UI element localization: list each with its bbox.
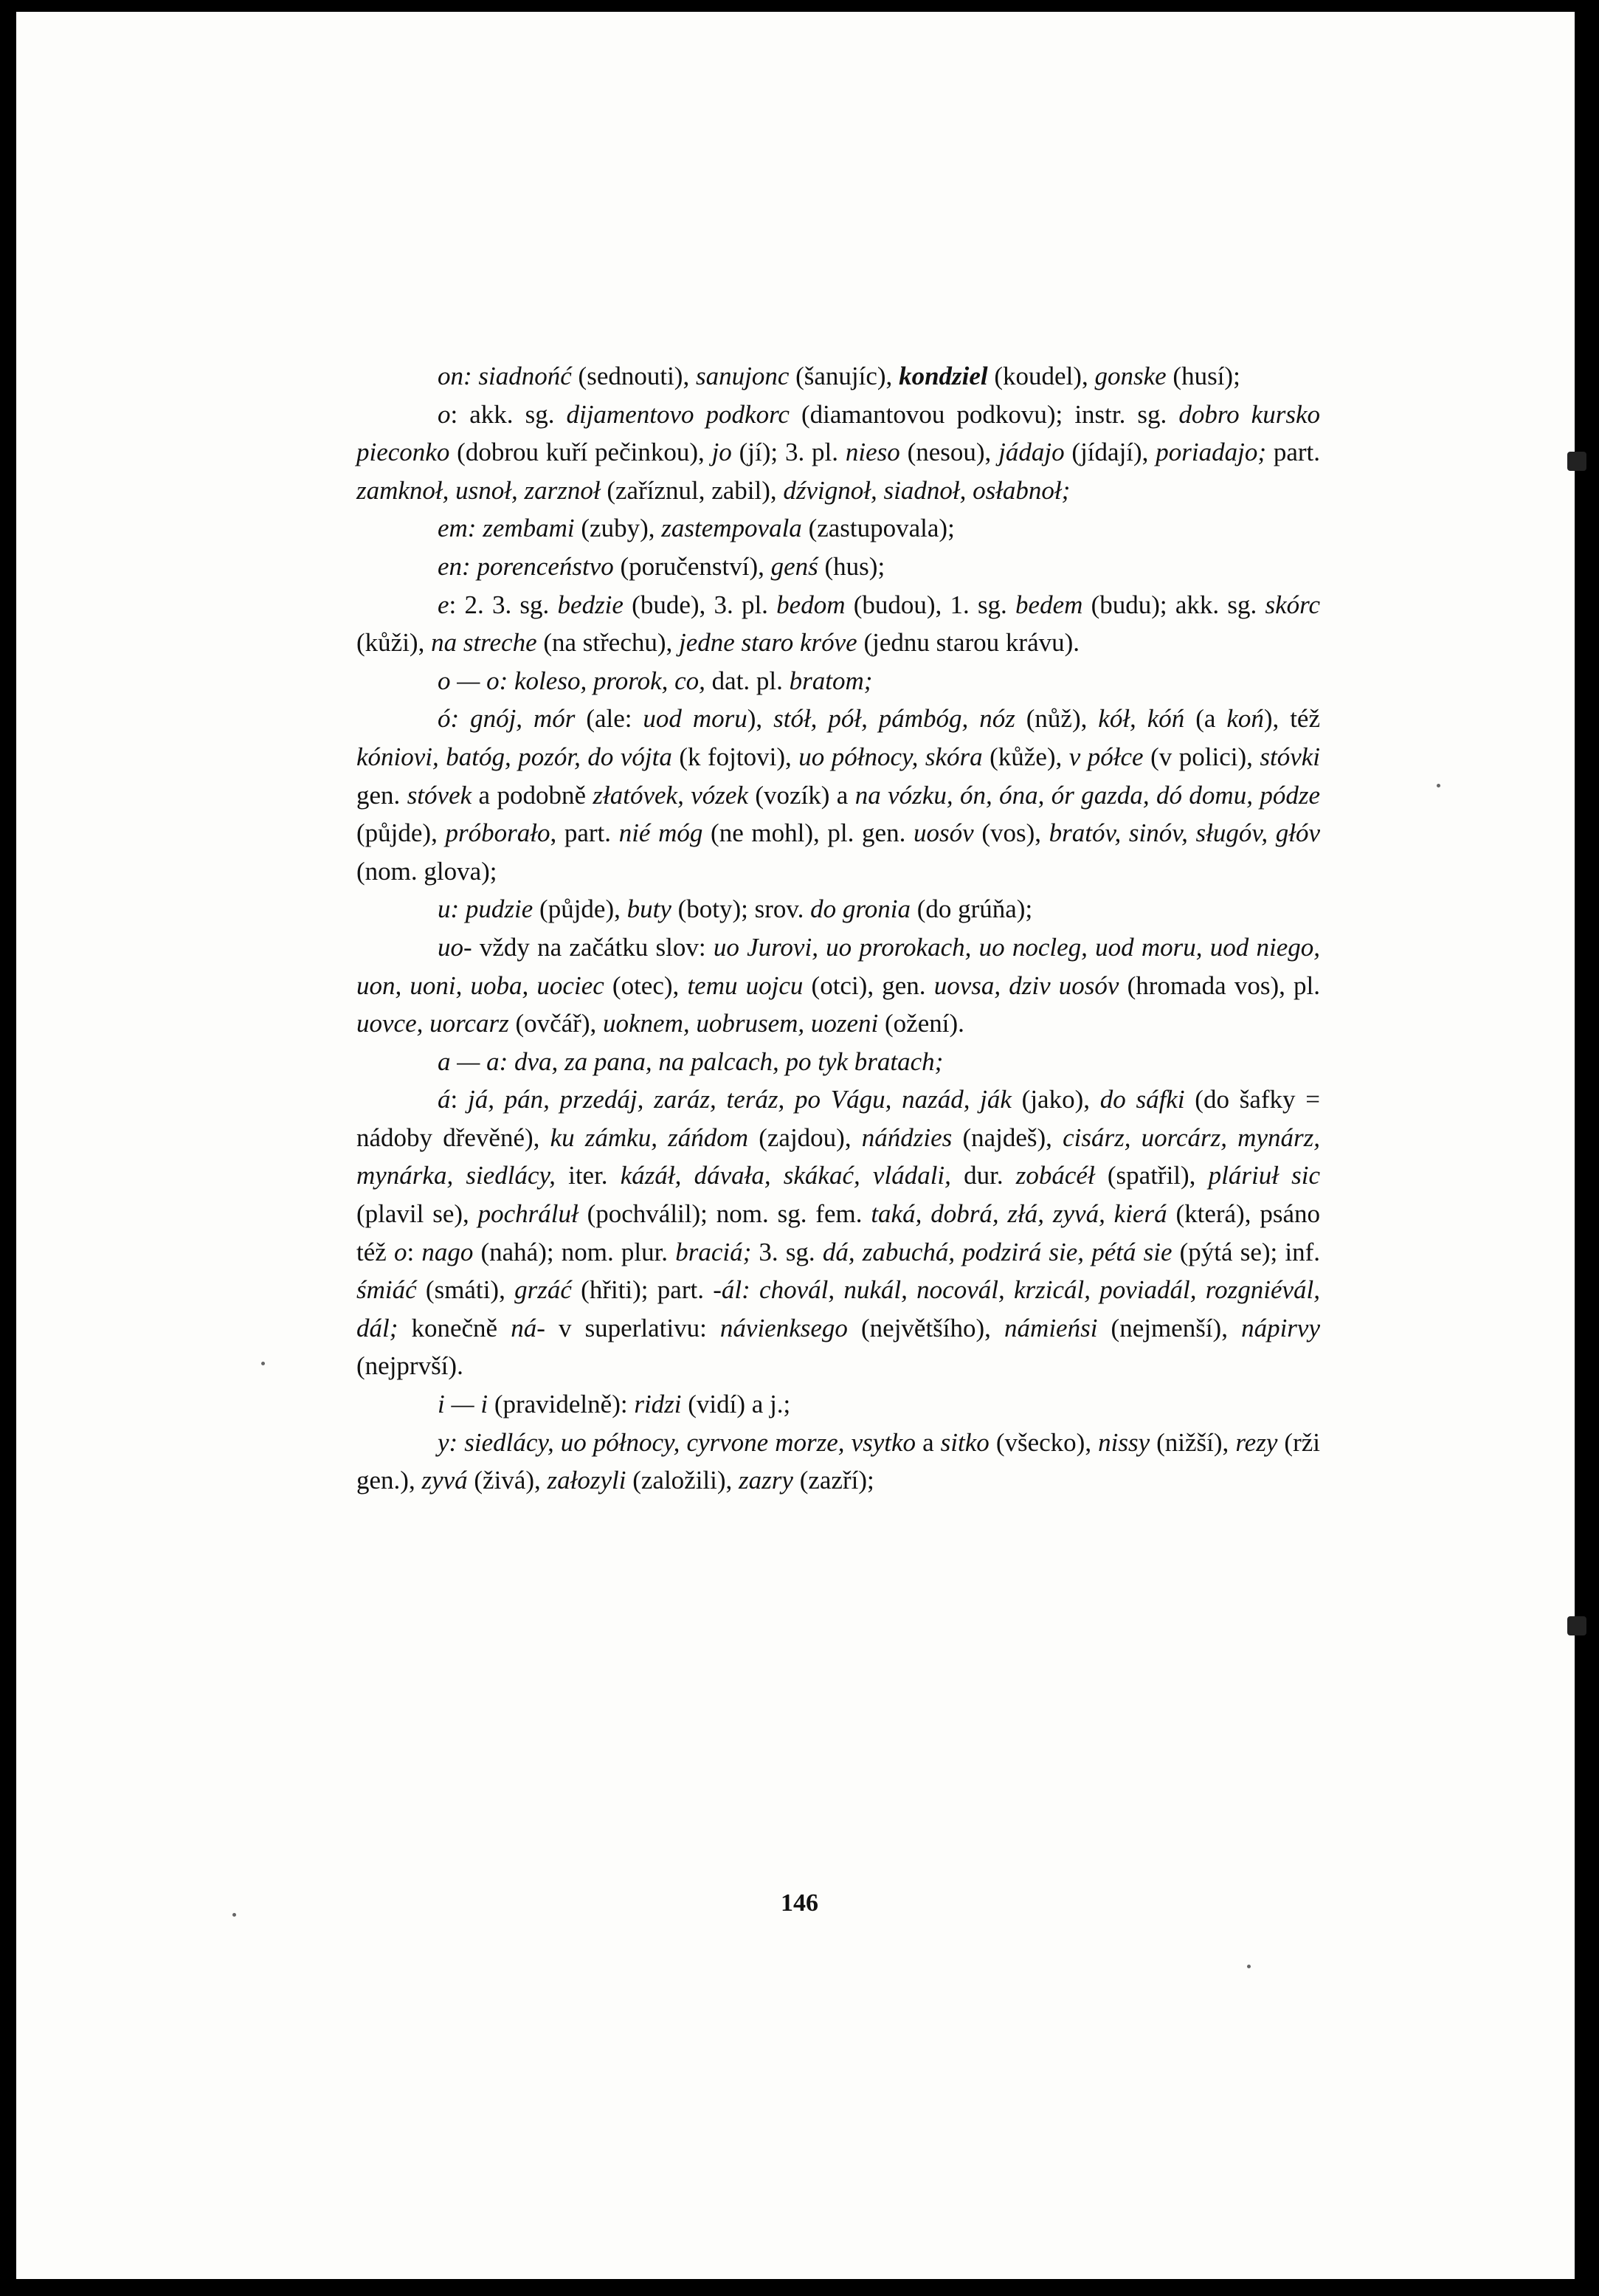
example-word: bedom: [776, 590, 846, 619]
paragraph: [356, 509, 1320, 548]
example-word: zazry: [739, 1466, 793, 1495]
gloss-text: (smáti),: [416, 1275, 515, 1305]
example-word: a — a: dva, za pana, na palcach, po tyk bratach;: [438, 1047, 944, 1076]
gloss-text: ),: [747, 704, 774, 734]
gloss-text: (pravidelně):: [488, 1390, 635, 1419]
gloss-text: (poručenství),: [613, 551, 771, 581]
example-word: nieso: [845, 438, 900, 467]
example-word: cisárz, uorcárz, mynárz, mynárka, siedlácy,: [356, 1123, 1320, 1190]
example-word: rezy: [1235, 1427, 1278, 1457]
example-word: nago: [421, 1237, 474, 1266]
gloss-text: (nesou),: [899, 438, 999, 467]
gloss-text: :: [450, 1085, 468, 1114]
example-word: sanujonc: [695, 362, 790, 390]
example-word: zyvá: [421, 1466, 468, 1495]
example-word: nissy: [1098, 1427, 1150, 1457]
example-word: pláriuł sic: [1208, 1161, 1320, 1190]
gloss-text: a: [916, 1427, 941, 1457]
example-word: jo: [711, 438, 732, 467]
example-word: v półce: [1068, 742, 1144, 771]
example-word: gonske: [1094, 362, 1167, 390]
paragraph: [356, 928, 1320, 1043]
example-word: ridzi: [634, 1390, 682, 1419]
example-word: bedzie: [557, 590, 624, 619]
example-word: jedne staro króve: [679, 628, 857, 658]
example-word: zamknoł, usnoł, zarznoł: [356, 475, 601, 505]
example-word: na streche: [431, 628, 537, 658]
example-word: buty: [626, 894, 671, 924]
paragraph: [356, 357, 1320, 396]
gloss-text: (největšího),: [847, 1313, 1005, 1342]
example-word: uo Jurovi, uo prorokach, uo nocleg, uod moru, uod niego, uon, uoni, uoba, uociec: [356, 932, 1320, 1000]
gloss-text: (zazří);: [792, 1466, 874, 1495]
example-word: dźvignoł, siadnoł, osłabnoł;: [783, 475, 1071, 505]
gloss-text: :: [407, 1237, 422, 1266]
example-word: uovce, uorcarz: [356, 1009, 509, 1038]
paragraph: [356, 586, 1320, 662]
example-word: náńdzies: [861, 1123, 953, 1152]
example-word: uod moru: [643, 704, 747, 734]
gloss-text: (pochválil); nom. sg. fem.: [578, 1199, 871, 1229]
binding-clip-mark: [1567, 1616, 1586, 1635]
gloss-text: (koudel),: [987, 362, 1095, 390]
example-word: próborało: [445, 818, 550, 848]
gloss-text: (budou), 1. sg.: [845, 590, 1016, 619]
gloss-text: (půjde),: [533, 894, 627, 924]
example-word: skórc: [1265, 590, 1320, 619]
gloss-text: (všecko),: [989, 1427, 1099, 1457]
example-word: návienksego: [719, 1313, 848, 1342]
gloss-text: (spatřil),: [1094, 1161, 1209, 1190]
example-word: zastempovala: [661, 514, 802, 543]
example-word: en: porenceństvo: [438, 551, 614, 581]
gloss-text: part.: [1266, 438, 1320, 467]
page-number: 146: [781, 1889, 818, 1917]
gloss-text: (ne mohl), pl. gen.: [702, 818, 914, 848]
example-word: pochráluł: [477, 1199, 579, 1229]
gloss-text: (vozík) a: [747, 780, 855, 810]
example-word: nápirvy: [1241, 1313, 1320, 1342]
gloss-text: (otci), gen.: [803, 971, 934, 1000]
example-word: kázáł, dávała, skákać, vládali,: [620, 1161, 951, 1190]
gloss-text: (pýtá se); inf.: [1172, 1237, 1321, 1266]
gloss-text: (šanujíc),: [789, 362, 899, 390]
gloss-text: (hromada vos), pl.: [1119, 971, 1321, 1000]
gloss-text: 3. sg.: [751, 1237, 823, 1266]
gloss-text: (hřiti); part.: [571, 1275, 714, 1305]
gloss-text: (sednouti),: [571, 362, 696, 390]
example-word: taká, dobrá, złá, zyvá, kierá: [871, 1199, 1167, 1229]
example-word: dijamentovo podkorc: [566, 399, 790, 429]
example-word: braciá;: [675, 1237, 752, 1266]
example-word: já, pán, przedáj, zaráz, teráz, po Vágu, nazád, ják: [467, 1085, 1012, 1114]
example-word: stół, pół, pámbóg, nóz: [773, 704, 1015, 734]
gloss-text: (hus);: [818, 551, 885, 581]
gloss-text: (nižší),: [1150, 1427, 1236, 1457]
gloss-text: (husí);: [1166, 362, 1240, 390]
gloss-text: (založili),: [626, 1466, 739, 1495]
binding-clip-mark: [1567, 452, 1586, 471]
example-word: poriadajo;: [1156, 438, 1266, 467]
example-word: em: zembami: [438, 514, 575, 543]
example-word: siadnońć: [478, 362, 572, 390]
body-text: [356, 357, 1320, 1500]
paragraph: [356, 1080, 1320, 1385]
gloss-text: (nahá); nom. plur.: [473, 1237, 676, 1266]
gloss-text: (v polici),: [1143, 742, 1260, 771]
gloss-text: (živá),: [467, 1466, 548, 1495]
gloss-text: (ožení).: [878, 1009, 964, 1038]
example-word: on:: [438, 362, 479, 390]
gloss-text: iter.: [555, 1161, 621, 1190]
example-word: koń: [1226, 704, 1264, 734]
example-word: uovsa, dziv uosóv: [933, 971, 1119, 1000]
gloss-text: dat. pl.: [705, 666, 790, 695]
example-word: genś: [770, 551, 818, 581]
gloss-text: vždy na začátku slov:: [472, 932, 714, 962]
example-word: o: [438, 399, 451, 429]
example-word: uosóv: [914, 818, 974, 848]
gloss-text: (jí); 3. pl.: [731, 438, 846, 467]
example-word: dobro kursko pieconko: [356, 399, 1320, 467]
example-word: o — o: koleso, prorok, co,: [438, 666, 705, 695]
gloss-text: (která), psáno též: [356, 1199, 1320, 1266]
paragraph: [356, 662, 1320, 700]
gloss-text: (jednu starou krávu).: [857, 628, 1080, 658]
example-word: do gronia: [810, 894, 911, 924]
paragraph: [356, 548, 1320, 586]
gloss-text: konečně: [398, 1313, 511, 1342]
example-word: y: siedlácy, uo północy, cyrvone morze, vsytko: [438, 1427, 916, 1457]
gloss-text: (do grúňa);: [910, 894, 1033, 924]
gloss-text: (diamantovou podkovu); instr. sg.: [789, 399, 1179, 429]
gloss-text: (kůže),: [982, 742, 1069, 771]
gloss-text: (plavil se),: [356, 1199, 478, 1229]
example-word: námieńsi: [1004, 1313, 1098, 1342]
example-word: e: [438, 590, 449, 619]
gloss-text: (bude), 3. pl.: [623, 590, 777, 619]
example-word: sitko: [940, 1427, 990, 1457]
speck-mark: [261, 1362, 265, 1365]
gloss-text: (jako),: [1011, 1085, 1100, 1114]
gloss-text: ), též: [1263, 704, 1320, 734]
example-word: śmiáć: [356, 1275, 417, 1305]
gloss-text: : 2. 3. sg.: [449, 590, 558, 619]
example-word: zobácéł: [1015, 1161, 1095, 1190]
paragraph: [356, 700, 1320, 890]
example-word: uo północy, skóra: [798, 742, 983, 771]
example-word: do sáfki: [1099, 1085, 1185, 1114]
gloss-text: (zaříznul, zabil),: [600, 475, 784, 505]
example-word: nié móg: [618, 818, 703, 848]
example-word: o: [393, 1237, 407, 1266]
example-word: kóniovi, batóg, pozór, do vójta: [356, 742, 672, 771]
paragraph: [356, 396, 1320, 510]
gloss-text: (nejmenší),: [1097, 1313, 1242, 1342]
example-word: bedem: [1015, 590, 1083, 619]
example-word: ó: gnój, mór: [438, 704, 576, 734]
gloss-text: (vos),: [973, 818, 1049, 848]
gloss-text: (na střechu),: [536, 628, 680, 658]
example-word: temu uojcu: [687, 971, 804, 1000]
gloss-text: a podobně: [472, 780, 593, 810]
gloss-text: (kůži),: [356, 628, 432, 658]
example-word: kondziel: [899, 362, 988, 390]
paragraph: [356, 1043, 1320, 1081]
example-word: na vózku, ón, óna, ór gazda, dó domu, pódze: [854, 780, 1320, 810]
example-word: dá, zabuchá, podzirá sie, pétá sie: [822, 1237, 1173, 1266]
example-word: ná-: [511, 1313, 545, 1342]
example-word: bratom;: [789, 666, 873, 695]
example-word: bratóv, sinóv, sługóv, głóv: [1049, 818, 1320, 848]
gloss-text: (nůž),: [1015, 704, 1099, 734]
example-word: u: pudzie: [438, 894, 533, 924]
gloss-text: (zajdou),: [748, 1123, 862, 1152]
example-word: uo-: [438, 932, 472, 962]
gloss-text: dur.: [950, 1161, 1016, 1190]
gloss-text: (nom. glova);: [356, 856, 497, 886]
gloss-text: (k fojtovi),: [671, 742, 799, 771]
example-word: złatóvek, vózek: [593, 780, 748, 810]
paragraph: [356, 1385, 1320, 1424]
gloss-text: (dobrou kuří pečinkou),: [449, 438, 712, 467]
gloss-text: (nejprvší).: [356, 1351, 463, 1381]
example-word: kół, kóń: [1098, 704, 1185, 734]
gloss-text: (zuby),: [574, 514, 662, 543]
gloss-text: (do šafky = nádoby dřevěné),: [356, 1085, 1320, 1152]
speck-mark: [1437, 784, 1440, 787]
gloss-text: (budu); akk. sg.: [1082, 590, 1265, 619]
example-word: grzáć: [514, 1275, 572, 1305]
gloss-text: (boty); srov.: [671, 894, 811, 924]
paragraph: [356, 890, 1320, 928]
example-word: i — i: [438, 1390, 488, 1419]
gloss-text: (zastupovala);: [801, 514, 955, 543]
gloss-text: : akk. sg.: [450, 399, 567, 429]
example-word: ku zámku, záńdom: [550, 1123, 749, 1152]
gloss-text: (otec),: [604, 971, 688, 1000]
gloss-text: (ovčář),: [508, 1009, 603, 1038]
gloss-text: gen.: [356, 780, 407, 810]
example-word: jádajo: [998, 438, 1065, 467]
example-word: -ál: chovál, nukál, nocovál, krzicál, poviadál, rozgniévál, dál;: [356, 1275, 1320, 1342]
gloss-text: (rži gen.),: [356, 1427, 1320, 1495]
gloss-text: (jídají),: [1064, 438, 1156, 467]
gloss-text: (a: [1184, 704, 1227, 734]
gloss-text: (najdeš),: [952, 1123, 1063, 1152]
gloss-text: (vidí) a j.;: [681, 1390, 791, 1419]
example-word: stóvki: [1260, 742, 1320, 771]
example-word: stóvek: [407, 780, 472, 810]
example-word: uoknem, uobrusem, uozeni: [603, 1009, 879, 1038]
speck-mark: [1247, 1965, 1251, 1968]
example-word: á: [438, 1085, 451, 1114]
gloss-text: , part.: [550, 818, 619, 848]
example-word: załozyli: [547, 1466, 626, 1495]
paragraph: [356, 1424, 1320, 1500]
gloss-text: (půjde),: [356, 818, 446, 848]
gloss-text: (ale:: [575, 704, 643, 734]
gloss-text: v superlativu:: [545, 1313, 720, 1342]
